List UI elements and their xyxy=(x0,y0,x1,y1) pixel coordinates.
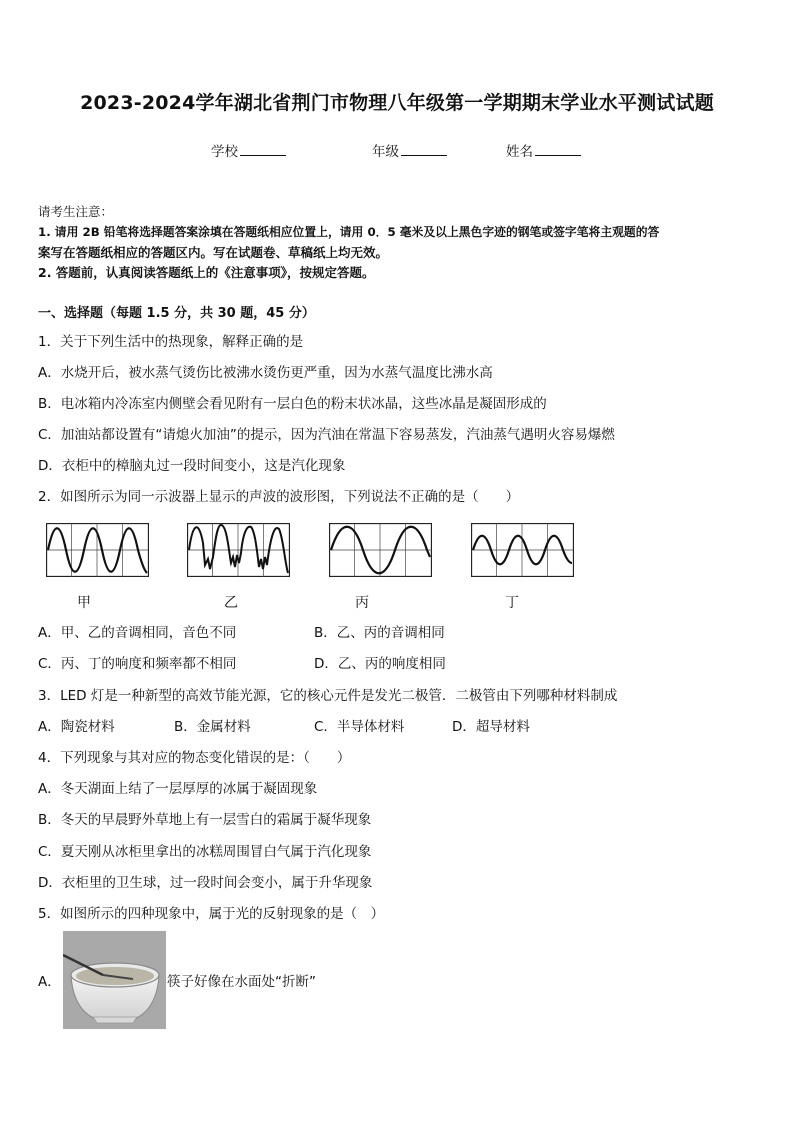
section-heading: 一、选择题（每题 1.5 分，共 30 题，45 分） xyxy=(38,306,315,321)
waveform-label-jia: 甲 xyxy=(77,595,91,611)
q2-option-d: D．乙、丙的响度相同 xyxy=(314,656,446,672)
grade-label: 年级 xyxy=(372,144,399,160)
notice-line-2: 2. 答题前，认真阅读答题纸上的《注意事项》，按规定答题。 xyxy=(38,265,375,280)
notice-header: 请考生注意： xyxy=(38,204,114,219)
q3-option-a: A．陶瓷材料 xyxy=(38,719,115,735)
name-field xyxy=(506,140,581,160)
name-label: 姓名 xyxy=(506,144,533,160)
q3-option-d: D．超导材料 xyxy=(452,719,530,735)
school-blank xyxy=(240,143,286,156)
q4-option-d: D．衣柜里的卫生球，过一段时间会变小，属于升华现象 xyxy=(38,875,373,891)
q2-option-c: C．丙、丁的响度和频率都不相同 xyxy=(38,656,237,672)
notice-line-1a: 1. 请用 2B 铅笔将选择题答案涂填在答题纸相应位置上，请用 0．5 毫米及以上黑色字迹的钢笔或签字笔将主观题的答 xyxy=(38,225,660,239)
waveform-yi xyxy=(187,523,290,577)
waveform-label-bing: 丙 xyxy=(355,595,369,611)
waveform-bing xyxy=(329,523,432,577)
q5-option-a-text: 筷子好像在水面处“折断” xyxy=(167,974,316,990)
waveform-ding xyxy=(471,523,574,577)
q4-stem: 4．下列现象与其对应的物态变化错误的是：（ ） xyxy=(38,750,351,766)
q2-option-b: B．乙、丙的音调相同 xyxy=(314,625,445,641)
q4-option-a: A．冬天湖面上结了一层厚厚的冰属于凝固现象 xyxy=(38,781,318,797)
q5-stem: 5．如图所示的四种现象中，属于光的反射现象的是（ ） xyxy=(38,906,385,922)
q1-option-d: D．衣柜中的樟脑丸过一段时间变小，这是汽化现象 xyxy=(38,458,346,474)
q5-option-a-label: A． xyxy=(38,974,61,990)
name-blank xyxy=(535,143,581,156)
waveform-label-ding: 丁 xyxy=(505,595,519,611)
q4-option-b: B．冬天的早晨野外草地上有一层雪白的霜属于凝华现象 xyxy=(38,812,372,828)
q2-option-a: A．甲、乙的音调相同，音色不同 xyxy=(38,625,237,641)
page-title: 2023-2024学年湖北省荆门市物理八年级第一学期期末学业水平测试试题 xyxy=(80,92,714,114)
school-field xyxy=(211,140,286,160)
q2-stem: 2．如图所示为同一示波器上显示的声波的波形图，下列说法不正确的是（ ） xyxy=(38,489,520,505)
waveform-label-yi: 乙 xyxy=(224,595,238,611)
q3-option-c: C．半导体材料 xyxy=(314,719,405,735)
q1-option-c: C．加油站都设置有“请熄火加油”的提示，因为汽油在常温下容易蒸发，汽油蒸气遇明火容易爆燃 xyxy=(38,427,615,443)
bowl-chopsticks-image xyxy=(63,931,166,1029)
grade-field xyxy=(372,140,447,160)
notice-line-1b: 案写在答题纸相应的答题区内。写在试题卷、草稿纸上均无效。 xyxy=(38,245,389,260)
q3-option-b: B．金属材料 xyxy=(174,719,251,735)
grade-blank xyxy=(401,143,447,156)
school-label: 学校 xyxy=(211,144,238,160)
waveform-jia xyxy=(46,523,149,577)
q4-option-c: C．夏天刚从冰柜里拿出的冰糕周围冒白气属于汽化现象 xyxy=(38,844,372,860)
q1-option-a: A．水烧开后，被水蒸气烫伤比被沸水烫伤更严重，因为水蒸气温度比沸水高 xyxy=(38,365,493,381)
q1-stem: 1．关于下列生活中的热现象，解释正确的是 xyxy=(38,334,304,350)
q3-stem: 3．LED 灯是一种新型的高效节能光源，它的核心元件是发光二极管．二极管由下列哪种材料制成 xyxy=(38,688,618,704)
q1-option-b: B．电冰箱内冷冻室内侧壁会看见附有一层白色的粉末状冰晶，这些冰晶是凝固形成的 xyxy=(38,396,547,412)
